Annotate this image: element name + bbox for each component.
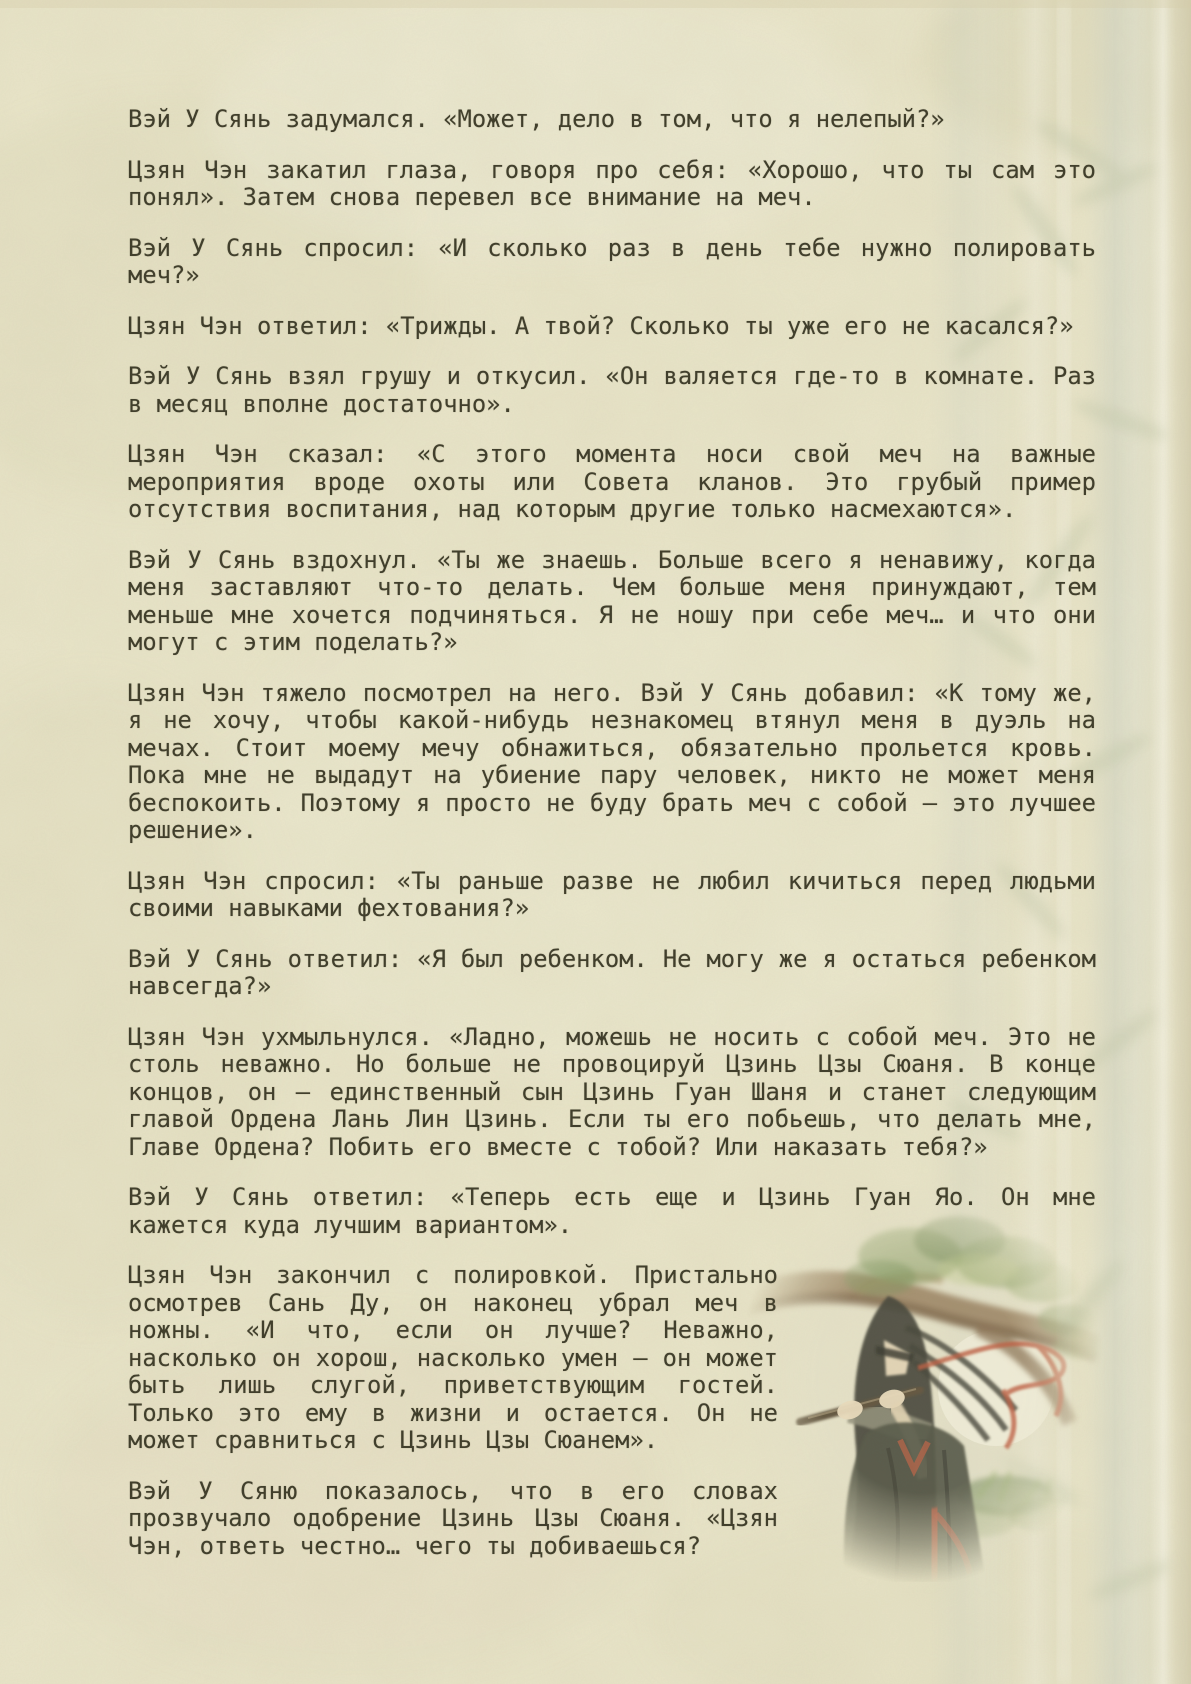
paragraph-7: Вэй У Сянь вздохнул. «Ты же знаешь. Больше всего я ненавижу, когда меня заставляют что-то делать. Чем больше меня принуждают, тем меньше мне хочется подчиняться. Я не ношу при себе меч… и что они могут с этим поделать?»	[128, 545, 1096, 656]
paragraph-1: Вэй У Сянь задумался. «Может, дело в том, что я нелепый?»	[128, 105, 945, 133]
paragraph-3: Вэй У Сянь спросил: «И сколько раз в день тебе нужно полировать меч?»	[128, 233, 1096, 289]
paragraph-6: Цзян Чэн сказал: «С этого момента носи свой меч на важные мероприятия вроде охоты или Совета кланов. Это грубый пример отсутствия воспитания, над которым другие только насмехаются».	[128, 440, 1096, 523]
paragraph-14: Вэй У Сяню показалось, что в его словах прозвучало одобрение Цзинь Цзы Сюаня. «Цзян Чэн, ответь честно… чего ты добиваешься?	[128, 1476, 778, 1560]
paragraph-13: Цзян Чэн закончил с полировкой. Пристально осмотрев Сань Ду, он наконец убрал меч в ножны. «И что, если он лучше? Неважно, насколько он хорош, насколько умен — он может быть лишь слугой, приветствующим гостей. Только это ему в жизни и остается. Он не может сравниться с Цзинь Цзы Сюанем».	[128, 1261, 778, 1454]
paragraph-5: Вэй У Сянь взял грушу и откусил. «Он валяется где-то в комнате. Раз в месяц вполне достаточно».	[128, 362, 1096, 418]
paragraph-2: Цзян Чэн закатил глаза, говоря про себя: «Хорошо, что ты сам это понял». Затем снова перевел все внимание на меч.	[128, 155, 1096, 211]
page-text	[128, 106, 1096, 1602]
top-edge-shade	[0, 0, 1191, 8]
paragraph-12: Вэй У Сянь ответил: «Теперь есть еще и Цзинь Гуан Яо. Он мне кажется куда лучшим вариантом».	[128, 1183, 1096, 1239]
paragraph-10: Вэй У Сянь ответил: «Я был ребенком. Не могу же я остаться ребенком навсегда?»	[128, 944, 1096, 1000]
paragraph-9: Цзян Чэн спросил: «Ты раньше разве не любил кичиться перед людьми своими навыками фехтования?»	[128, 866, 1096, 922]
illustration-anchor	[796, 1262, 1096, 1602]
paragraph-4: Цзян Чэн ответил: «Трижды. А твой? Сколько ты уже его не касался?»	[128, 311, 1074, 340]
paragraph-8: Цзян Чэн тяжело посмотрел на него. Вэй У Сянь добавил: «К тому же, я не хочу, чтобы какой-нибудь незнакомец втянул меня в дуэль на мечах. Стоит моему мечу обнажиться, обязательно прольется кровь. Пока мне не выдадут на убиение пару человек, никто не может меня беспокоить. Поэтому я просто не буду брать меч с собой — это лучшее решение».	[128, 678, 1096, 844]
paragraph-11: Цзян Чэн ухмыльнулся. «Ладно, можешь не носить с собой меч. Это не столь неважно. Но больше не провоцируй Цзинь Цзы Сюаня. В конце концов, он — единственный сын Цзинь Гуан Шаня и станет следующим главой Ордена Лань Лин Цзинь. Если ты его побьешь, что делать мне, Главе Ордена? Побить его вместе с тобой? Или наказать тебя?»	[128, 1022, 1096, 1161]
